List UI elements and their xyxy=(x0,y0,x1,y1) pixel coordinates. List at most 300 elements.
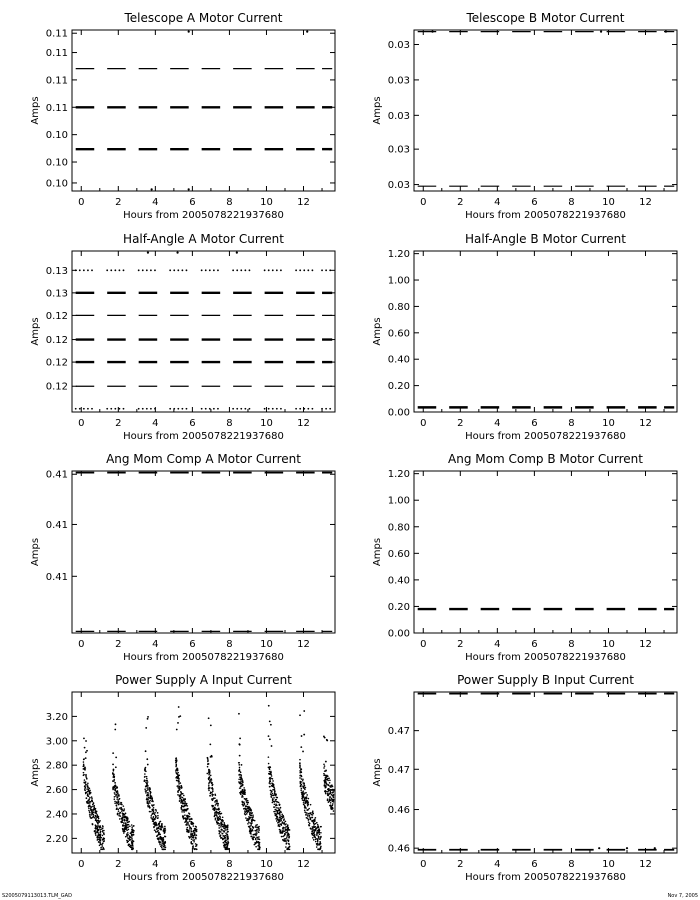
data-point xyxy=(110,408,112,410)
data-point xyxy=(146,784,148,786)
data-point xyxy=(189,826,191,828)
data-point xyxy=(130,845,132,847)
data-point xyxy=(102,830,104,832)
data-point xyxy=(327,775,329,777)
data-point xyxy=(327,791,329,793)
data-point xyxy=(133,840,135,842)
data-point xyxy=(284,840,286,842)
data-point xyxy=(186,824,188,826)
data-point xyxy=(220,837,222,839)
data-point xyxy=(302,780,304,782)
data-point xyxy=(276,408,278,410)
data-point xyxy=(241,785,243,787)
data-point xyxy=(183,818,185,820)
data-point xyxy=(131,824,133,826)
data-point xyxy=(301,768,303,770)
data-point xyxy=(274,803,276,805)
data-point xyxy=(85,776,87,778)
data-point xyxy=(147,802,149,804)
x-axis-label: Hours from 2005078221937680 xyxy=(123,872,284,883)
data-point xyxy=(206,773,208,775)
data-point xyxy=(79,408,81,410)
data-point xyxy=(177,269,179,271)
data-point xyxy=(250,812,252,814)
x-axis-label: Hours from 2005078221937680 xyxy=(123,431,284,442)
y-tick-label: 0.10 xyxy=(45,130,68,142)
data-point xyxy=(227,828,229,830)
data-point xyxy=(301,776,303,778)
x-tick-label: 2 xyxy=(115,418,122,429)
data-point xyxy=(312,834,314,836)
data-point xyxy=(316,827,318,829)
data-point xyxy=(270,796,272,798)
data-point xyxy=(127,842,129,844)
data-point xyxy=(248,811,250,813)
data-point xyxy=(332,803,334,805)
data-point xyxy=(223,842,225,844)
x-tick-label: 2 xyxy=(457,197,464,208)
data-point xyxy=(280,408,282,410)
data-point xyxy=(248,821,250,823)
data-point xyxy=(201,408,203,410)
data-point xyxy=(93,803,95,805)
data-point xyxy=(191,836,193,838)
x-axis-label: Hours from 2005078221937680 xyxy=(123,210,284,221)
x-tick-label: 0 xyxy=(78,859,85,870)
data-point xyxy=(303,802,305,804)
data-point xyxy=(196,830,198,832)
data-point xyxy=(132,848,134,850)
data-point xyxy=(101,845,103,847)
data-point xyxy=(286,831,288,833)
data-point xyxy=(242,789,244,791)
x-tick-label: 12 xyxy=(639,639,652,650)
plot-frame xyxy=(414,251,677,412)
data-point xyxy=(177,775,179,777)
data-point xyxy=(184,814,186,816)
data-point xyxy=(93,811,95,813)
data-point xyxy=(318,835,320,837)
data-point xyxy=(281,813,283,815)
x-tick-label: 6 xyxy=(531,859,538,870)
data-point-spike xyxy=(303,710,305,712)
data-point xyxy=(116,805,118,807)
data-point xyxy=(192,833,194,835)
data-point xyxy=(305,797,307,799)
data-point xyxy=(283,835,285,837)
data-point xyxy=(279,830,281,832)
data-point xyxy=(270,791,272,793)
date-label: Nov 7, 2005 xyxy=(667,893,698,899)
data-point xyxy=(304,792,306,794)
data-point-spike xyxy=(84,747,86,749)
data-point xyxy=(216,799,218,801)
data-point xyxy=(255,831,257,833)
data-point xyxy=(311,831,313,833)
data-point xyxy=(281,824,283,826)
data-point xyxy=(209,408,211,410)
x-tick-label: 10 xyxy=(602,197,615,208)
data-point xyxy=(325,786,327,788)
data-point xyxy=(117,791,119,793)
data-point xyxy=(273,786,275,788)
data-point xyxy=(332,800,334,802)
plot-frame xyxy=(414,692,677,853)
data-point xyxy=(112,789,114,791)
data-point xyxy=(153,823,155,825)
data-point xyxy=(95,816,97,818)
data-point xyxy=(308,821,310,823)
data-point xyxy=(131,839,133,841)
data-point xyxy=(285,839,287,841)
data-point xyxy=(138,408,140,410)
data-point xyxy=(181,808,183,810)
data-point xyxy=(84,782,86,784)
data-point xyxy=(217,805,219,807)
data-point xyxy=(272,800,274,802)
data-point xyxy=(227,825,229,827)
data-point xyxy=(169,269,171,271)
data-point xyxy=(83,759,85,761)
chart-title: Ang Mom Comp A Motor Current xyxy=(106,452,301,466)
y-tick-label: 0.00 xyxy=(387,407,410,419)
data-point xyxy=(117,796,119,798)
data-point xyxy=(258,828,260,830)
data-point xyxy=(309,823,311,825)
data-point xyxy=(180,802,182,804)
data-point-spike xyxy=(86,750,88,752)
data-point xyxy=(247,818,249,820)
data-point xyxy=(251,836,253,838)
data-point xyxy=(120,803,122,805)
data-point xyxy=(285,828,287,830)
data-point xyxy=(173,408,175,410)
data-point xyxy=(180,785,182,787)
data-point xyxy=(118,810,120,812)
data-point xyxy=(127,818,129,820)
data-point xyxy=(164,849,166,851)
data-point xyxy=(195,849,197,851)
x-tick-label: 4 xyxy=(494,859,501,870)
data-point xyxy=(247,802,249,804)
data-point xyxy=(192,822,194,824)
data-point-spike xyxy=(326,740,328,742)
data-point xyxy=(118,804,120,806)
data-point xyxy=(98,841,100,843)
data-point xyxy=(125,822,127,824)
x-tick-label: 8 xyxy=(226,418,233,429)
data-point xyxy=(192,846,194,848)
data-point xyxy=(87,269,89,271)
data-point-spike xyxy=(325,770,327,772)
data-point xyxy=(180,793,182,795)
data-point xyxy=(253,837,255,839)
data-point xyxy=(89,804,91,806)
data-point xyxy=(124,820,126,822)
data-point xyxy=(255,838,257,840)
y-tick-label: 0.13 xyxy=(45,265,68,277)
data-point xyxy=(147,781,149,783)
data-point xyxy=(331,789,333,791)
data-point xyxy=(276,816,278,818)
data-point xyxy=(288,843,290,845)
data-point xyxy=(307,269,309,271)
data-point xyxy=(106,408,108,410)
data-point xyxy=(211,787,213,789)
data-point xyxy=(300,781,302,783)
data-point xyxy=(124,828,126,830)
data-point xyxy=(153,804,155,806)
data-point-spike xyxy=(83,737,85,739)
data-point xyxy=(188,816,190,818)
data-point xyxy=(240,408,242,410)
data-point xyxy=(308,808,310,810)
x-tick-label: 6 xyxy=(189,197,196,208)
data-point xyxy=(102,825,104,827)
data-point xyxy=(92,806,94,808)
data-point-outlier xyxy=(328,148,330,150)
data-point-outlier xyxy=(600,31,602,33)
y-tick-label: 0.80 xyxy=(387,301,410,313)
data-point xyxy=(160,826,162,828)
data-point xyxy=(307,809,309,811)
data-point xyxy=(144,788,146,790)
data-point xyxy=(114,782,116,784)
y-tick-label: 1.20 xyxy=(387,249,410,261)
data-point xyxy=(123,832,125,834)
data-point xyxy=(118,795,120,797)
data-point xyxy=(319,843,321,845)
x-tick-label: 4 xyxy=(152,859,159,870)
data-point xyxy=(94,831,96,833)
chart-panel-3 xyxy=(30,232,335,442)
x-axis-label: Hours from 2005078221937680 xyxy=(465,210,626,221)
data-point xyxy=(271,794,273,796)
data-point xyxy=(323,775,325,777)
data-point xyxy=(328,788,330,790)
data-point xyxy=(331,808,333,810)
data-point-outlier xyxy=(236,252,238,254)
data-point xyxy=(103,837,105,839)
data-point xyxy=(224,830,226,832)
data-point xyxy=(183,811,185,813)
data-point xyxy=(142,269,144,271)
data-point xyxy=(163,837,165,839)
data-point xyxy=(320,826,322,828)
data-point xyxy=(240,793,242,795)
data-point xyxy=(158,841,160,843)
data-point xyxy=(311,820,313,822)
data-point xyxy=(278,809,280,811)
data-point xyxy=(163,830,165,832)
data-point xyxy=(246,806,248,808)
data-point xyxy=(191,838,193,840)
data-point xyxy=(177,791,179,793)
data-point xyxy=(250,828,252,830)
data-point-spike xyxy=(269,720,271,722)
data-point xyxy=(144,780,146,782)
data-point xyxy=(225,835,227,837)
data-point xyxy=(146,799,148,801)
data-point xyxy=(227,837,229,839)
data-point xyxy=(186,408,188,410)
data-point xyxy=(274,811,276,813)
plot-frame xyxy=(72,471,335,633)
data-point xyxy=(116,798,118,800)
data-point xyxy=(158,823,160,825)
data-point xyxy=(125,816,127,818)
data-point xyxy=(221,820,223,822)
data-point-spike xyxy=(85,757,87,759)
x-tick-label: 2 xyxy=(457,639,464,650)
data-point xyxy=(272,269,274,271)
plot-frame xyxy=(72,251,335,412)
data-point xyxy=(284,833,286,835)
data-point xyxy=(324,779,326,781)
data-point xyxy=(129,846,131,848)
data-point xyxy=(218,827,220,829)
data-point xyxy=(307,803,309,805)
data-point xyxy=(211,785,213,787)
data-point xyxy=(125,836,127,838)
data-point-spike xyxy=(147,764,149,766)
data-point xyxy=(268,766,270,768)
data-point xyxy=(300,775,302,777)
x-tick-label: 10 xyxy=(602,418,615,429)
y-tick-label: 0.12 xyxy=(45,357,68,369)
y-tick-label: 2.40 xyxy=(45,809,68,821)
data-point xyxy=(309,825,311,827)
data-point xyxy=(213,805,215,807)
data-point xyxy=(303,804,305,806)
data-point xyxy=(222,826,224,828)
data-point xyxy=(248,807,250,809)
data-point xyxy=(217,822,219,824)
data-point xyxy=(146,780,148,782)
x-tick-label: 10 xyxy=(260,859,273,870)
data-point xyxy=(333,797,335,799)
data-point xyxy=(329,796,331,798)
data-point xyxy=(92,824,94,826)
x-tick-label: 6 xyxy=(189,639,196,650)
data-point xyxy=(186,803,188,805)
data-point xyxy=(318,829,320,831)
y-tick-label: 0.41 xyxy=(45,519,68,531)
x-tick-label: 6 xyxy=(189,859,196,870)
data-point xyxy=(133,832,135,834)
data-point xyxy=(225,844,227,846)
data-point xyxy=(280,807,282,809)
data-point xyxy=(212,799,214,801)
data-point xyxy=(146,778,148,780)
data-point xyxy=(157,837,159,839)
chart-panel-7 xyxy=(30,673,335,883)
data-point xyxy=(99,836,101,838)
data-point xyxy=(149,802,151,804)
y-tick-label: 1.00 xyxy=(387,275,410,287)
data-point-spike xyxy=(238,713,240,715)
data-point xyxy=(244,803,246,805)
data-point xyxy=(332,794,334,796)
data-point xyxy=(169,408,171,410)
data-point xyxy=(325,269,327,271)
x-axis-label: Hours from 2005078221937680 xyxy=(123,652,284,663)
data-point xyxy=(146,408,148,410)
data-point xyxy=(269,786,271,788)
x-tick-label: 12 xyxy=(297,197,310,208)
data-point xyxy=(131,826,133,828)
data-point xyxy=(272,784,274,786)
data-point xyxy=(216,820,218,822)
y-tick-label: 0.11 xyxy=(45,48,68,60)
data-point xyxy=(106,269,108,271)
data-point xyxy=(201,269,203,271)
data-point xyxy=(183,795,185,797)
data-point xyxy=(210,791,212,793)
data-point xyxy=(282,822,284,824)
data-point xyxy=(144,769,146,771)
data-point xyxy=(279,832,281,834)
data-point xyxy=(149,790,151,792)
x-tick-label: 4 xyxy=(152,197,159,208)
data-point xyxy=(256,841,258,843)
data-point xyxy=(279,804,281,806)
data-point xyxy=(87,782,89,784)
data-point xyxy=(239,782,241,784)
data-point xyxy=(276,807,278,809)
data-point xyxy=(130,839,132,841)
data-point xyxy=(287,824,289,826)
data-point xyxy=(249,822,251,824)
data-point xyxy=(128,821,130,823)
data-point xyxy=(91,817,93,819)
data-point xyxy=(110,269,112,271)
data-point xyxy=(121,818,123,820)
data-point xyxy=(87,787,89,789)
data-point xyxy=(301,792,303,794)
data-point xyxy=(244,810,246,812)
y-tick-label: 2.60 xyxy=(45,785,68,797)
data-point xyxy=(180,782,182,784)
data-point xyxy=(123,822,125,824)
data-point xyxy=(223,827,225,829)
data-point-outlier xyxy=(147,252,149,254)
data-point xyxy=(283,818,285,820)
data-point xyxy=(303,782,305,784)
data-point xyxy=(242,802,244,804)
data-point xyxy=(242,781,244,783)
data-point xyxy=(162,841,164,843)
data-point xyxy=(155,823,157,825)
data-point xyxy=(89,797,91,799)
data-point xyxy=(253,839,255,841)
data-point xyxy=(187,827,189,829)
data-point xyxy=(241,779,243,781)
data-point xyxy=(153,807,155,809)
data-point xyxy=(183,815,185,817)
data-point xyxy=(158,832,160,834)
data-point xyxy=(251,822,253,824)
data-point xyxy=(195,826,197,828)
data-point xyxy=(214,797,216,799)
data-point xyxy=(240,269,242,271)
data-point xyxy=(269,768,271,770)
data-point xyxy=(90,809,92,811)
data-point xyxy=(125,813,127,815)
data-point xyxy=(150,408,152,410)
data-point xyxy=(311,814,313,816)
data-point xyxy=(96,831,98,833)
